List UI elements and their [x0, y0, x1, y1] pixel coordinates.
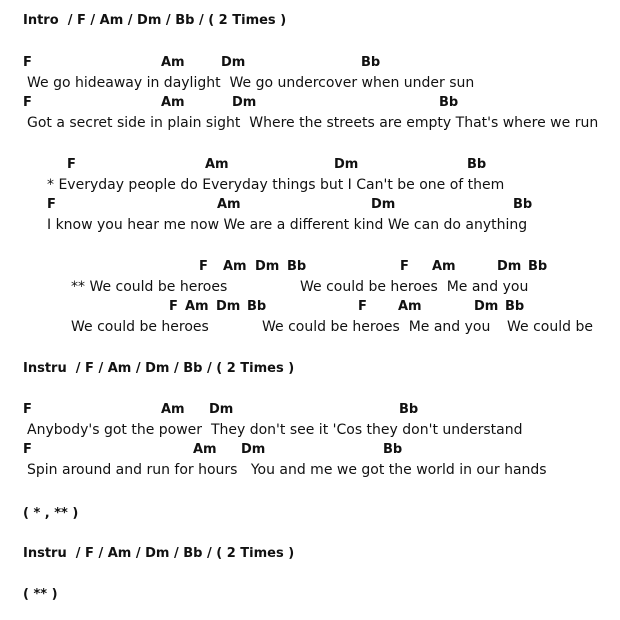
- chord: Bb: [287, 259, 307, 274]
- lyric-line: We could be heroes Me and you: [300, 279, 529, 295]
- chord: Dm: [216, 299, 241, 314]
- chord: Am: [223, 259, 247, 274]
- lyric-line: We could be heroes: [71, 319, 209, 335]
- chord: Bb: [383, 442, 403, 457]
- chord: Am: [161, 95, 185, 110]
- chord: F: [23, 95, 32, 110]
- lyric-line: ** We could be heroes: [71, 279, 228, 295]
- instrumental-line: Instru / F / Am / Dm / Bb / ( 2 Times ): [23, 546, 295, 561]
- chord: Am: [398, 299, 422, 314]
- chord: Bb: [399, 402, 419, 417]
- chord: Bb: [528, 259, 548, 274]
- lyric-line: We go hideaway in daylight We go undercover when under sun: [27, 75, 475, 91]
- instrumental-line: Instru / F / Am / Dm / Bb / ( 2 Times ): [23, 361, 295, 376]
- chord: Am: [217, 197, 241, 212]
- chord: F: [47, 197, 56, 212]
- chord: F: [169, 299, 178, 314]
- chord: Dm: [334, 157, 359, 172]
- lyric-line: Spin around and run for hours You and me we got the world in our hands: [27, 462, 547, 478]
- chord: Am: [205, 157, 229, 172]
- chord: Bb: [505, 299, 525, 314]
- chord: F: [23, 55, 32, 70]
- chord: Bb: [467, 157, 487, 172]
- chord: F: [199, 259, 208, 274]
- chord: Dm: [241, 442, 266, 457]
- chord: Dm: [255, 259, 280, 274]
- repeat-marker: ( ** ): [23, 587, 58, 602]
- chord: Dm: [209, 402, 234, 417]
- chord: Dm: [232, 95, 257, 110]
- chord: Am: [161, 55, 185, 70]
- lyric-line: * Everyday people do Everyday things but I Can't be one of them: [47, 177, 505, 193]
- repeat-marker: ( * , ** ): [23, 506, 79, 521]
- lyric-line: We could be: [507, 319, 593, 335]
- chord: Bb: [247, 299, 267, 314]
- chord: Am: [432, 259, 456, 274]
- chord: Bb: [513, 197, 533, 212]
- chord: Am: [193, 442, 217, 457]
- lyric-line: We could be heroes Me and you: [262, 319, 491, 335]
- chord: Dm: [497, 259, 522, 274]
- lyric-line: Got a secret side in plain sight Where the streets are empty That's where we run: [27, 115, 599, 131]
- chord: F: [358, 299, 367, 314]
- chord: Dm: [221, 55, 246, 70]
- chord: F: [400, 259, 409, 274]
- lyric-line: Anybody's got the power They don't see it 'Cos they don't understand: [27, 422, 523, 438]
- chord: Dm: [474, 299, 499, 314]
- chord: Am: [161, 402, 185, 417]
- chord: Bb: [439, 95, 459, 110]
- intro-line: Intro / F / Am / Dm / Bb / ( 2 Times ): [23, 13, 287, 28]
- chord: F: [67, 157, 76, 172]
- lyric-line: I know you hear me now We are a different kind We can do anything: [47, 217, 528, 233]
- chord: Bb: [361, 55, 381, 70]
- chord: F: [23, 442, 32, 457]
- chord: Am: [185, 299, 209, 314]
- chord: Dm: [371, 197, 396, 212]
- chord: F: [23, 402, 32, 417]
